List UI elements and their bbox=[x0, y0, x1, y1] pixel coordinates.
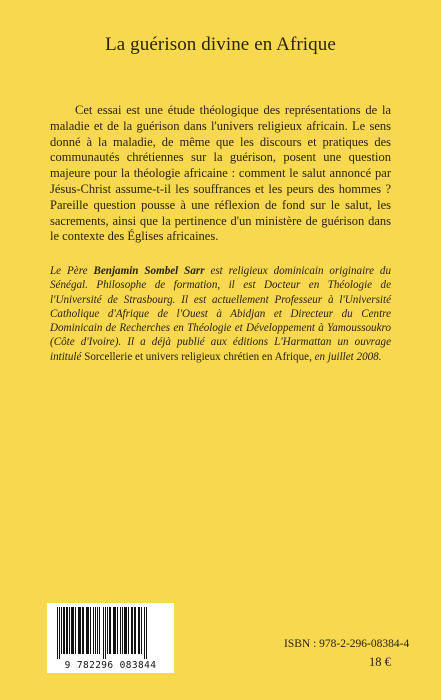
barcode-bar bbox=[78, 607, 81, 654]
barcode-bar bbox=[59, 607, 60, 659]
barcode-bar bbox=[141, 607, 142, 654]
book-title: La guérison divine en Afrique bbox=[105, 34, 336, 55]
barcode-bar bbox=[128, 607, 129, 654]
barcode-bars bbox=[55, 607, 166, 659]
barcode-bar bbox=[57, 607, 58, 659]
barcode-bar bbox=[86, 607, 89, 654]
barcode-bar bbox=[99, 607, 100, 654]
barcode-bar bbox=[82, 607, 84, 654]
barcode-bar bbox=[117, 607, 118, 654]
barcode-bar bbox=[90, 607, 91, 654]
bio-body: est religieux dominicain originaire du Sénégal. Philosophe de formation, il est Docteur en Théologie de l'Université de Strasbourg. Il est actuellement Professeur à l'Université Catholique d'Afrique de l'Ouest à Abidjan et Directeur du Centre Dominicain de Recherches en Théologie et Développement à Yamoussoukro (Côte d'Ivoire). Il a déjà publié aux éditions L'Harmattan un ouvrage intitulé bbox=[50, 265, 391, 363]
barcode-bar bbox=[107, 607, 108, 654]
bio-prefix: Le Père bbox=[50, 265, 94, 277]
barcode-bar bbox=[71, 607, 74, 654]
author-name: Benjamin Sombel Sarr bbox=[93, 265, 205, 277]
price-label: 18 € bbox=[369, 655, 391, 669]
barcode-bar bbox=[144, 607, 145, 659]
author-biography bbox=[50, 264, 391, 364]
bio-suffix: , en juillet 2008. bbox=[309, 350, 382, 363]
barcode-bar bbox=[105, 607, 106, 659]
barcode-bar bbox=[61, 607, 62, 654]
barcode-bar bbox=[69, 607, 70, 654]
barcode-bar bbox=[66, 607, 68, 654]
barcode-bar bbox=[131, 607, 133, 654]
barcode-bar bbox=[122, 607, 123, 654]
barcode-bar bbox=[95, 607, 96, 654]
barcode-bar bbox=[120, 607, 121, 654]
barcode-bar bbox=[134, 607, 136, 654]
isbn-number: ISBN : 978-2-296-08384-4 bbox=[284, 638, 410, 650]
previous-work-title: Sorcellerie et univers religieux chrétien en Afrique bbox=[84, 350, 310, 363]
barcode-bar bbox=[146, 607, 147, 659]
barcode-bar bbox=[93, 607, 94, 654]
book-summary: Cet essai est une étude théologique des représentations de la maladie et de la guérison dans l'univers religieux africain. Le sens donné à la maladie, de même que les discours et pratiques des communautés chrétiennes sur la guérison, posent une question majeure pour la théologie africaine : comment le salut annoncé par Jésus-Christ assume-t-il les souffrances et les peurs des hommes ? Pareille question pousse à une réflexion de fond sur le salut, les sacrements, ainsi que la pertinence d'un ministère de guérison dans le contexte des Églises africaines. bbox=[50, 103, 391, 244]
barcode-bar bbox=[138, 607, 140, 654]
barcode-bar bbox=[75, 607, 76, 654]
barcode-bar bbox=[113, 607, 116, 654]
barcode-digits: 9 782296 083844 bbox=[64, 660, 157, 671]
barcode-bar bbox=[103, 607, 104, 659]
barcode-bar bbox=[124, 607, 127, 654]
barcode-bar bbox=[97, 607, 98, 654]
barcode-bar bbox=[109, 607, 111, 654]
barcode bbox=[47, 603, 174, 673]
barcode-bar bbox=[63, 607, 65, 654]
